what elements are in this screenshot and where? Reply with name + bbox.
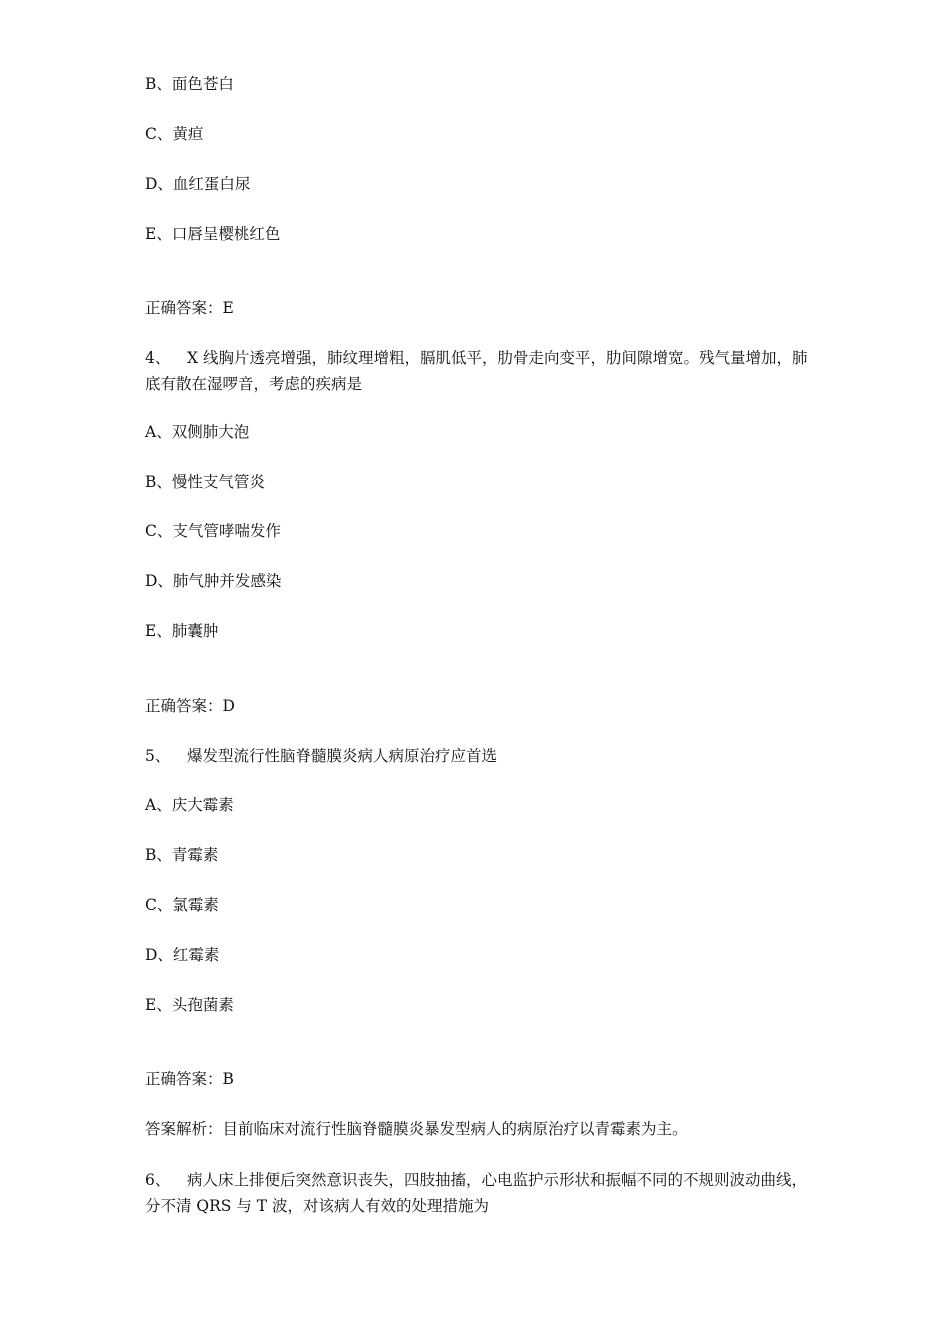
q3-option-c: C、黄疸 <box>145 125 204 143</box>
q4-option-a: A、双侧肺大泡 <box>145 423 250 441</box>
q6-text: 病人床上排便后突然意识丧失，四肢抽搐，心电监护示形状和振幅不同的不规则波动曲线，分不清 QRS 与 T 波，对该病人有效的处理措施为 <box>145 1171 808 1215</box>
q4-question <box>145 345 810 397</box>
q6-number: 6、 <box>145 1171 171 1189</box>
q5-number: 5、 <box>145 747 171 765</box>
q5-option-e: E、头孢菌素 <box>145 996 234 1014</box>
q4-number: 4、 <box>145 349 171 367</box>
q5-analysis: 答案解析：目前临床对流行性脑脊髓膜炎暴发型病人的病原治疗以青霉素为主。 <box>145 1120 688 1138</box>
q3-option-e: E、口唇呈樱桃红色 <box>145 225 281 243</box>
q5-option-c: C、氯霉素 <box>145 896 219 914</box>
q4-answer: 正确答案：D <box>145 697 235 715</box>
q5-text: 爆发型流行性脑脊髓膜炎病人病原治疗应首选 <box>187 747 498 765</box>
q5-answer: 正确答案：B <box>145 1070 234 1088</box>
q5-option-a: A、庆大霉素 <box>145 796 234 814</box>
q6-question <box>145 1167 810 1219</box>
q4-text: X 线胸片透亮增强，肺纹理增粗，膈肌低平，肋骨走向变平，肋间隙增宽。残气量增加，肺底有散在湿啰音，考虑的疾病是 <box>145 349 808 393</box>
q4-option-b: B、慢性支气管炎 <box>145 473 265 491</box>
q3-option-d: D、血红蛋白尿 <box>145 175 251 193</box>
q4-option-e: E、肺囊肿 <box>145 622 219 640</box>
q3-option-b: B、面色苍白 <box>145 75 234 93</box>
q3-answer: 正确答案：E <box>145 299 234 317</box>
q5-option-b: B、青霉素 <box>145 846 219 864</box>
q5-option-d: D、红霉素 <box>145 946 220 964</box>
q4-option-d: D、肺气肿并发感染 <box>145 572 282 590</box>
q5-question <box>145 746 497 766</box>
q4-option-c: C、支气管哮喘发作 <box>145 522 281 540</box>
